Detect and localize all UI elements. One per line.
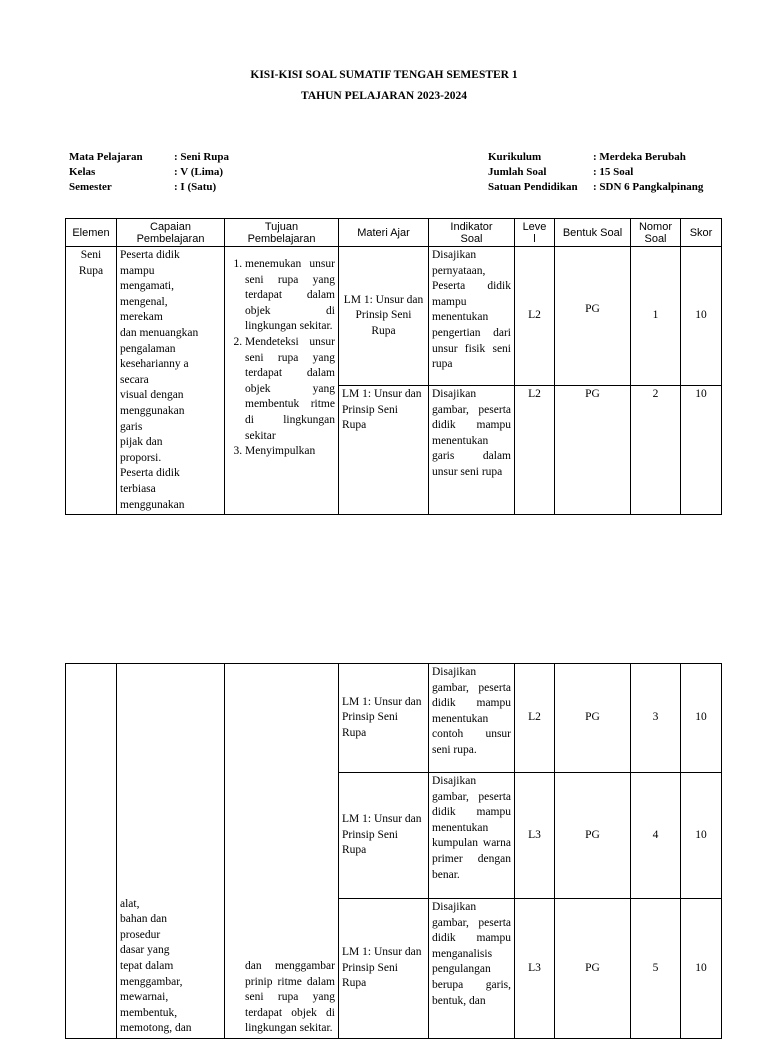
cell-bentuk: PG <box>555 247 631 386</box>
meta-label-semester: Semester <box>69 181 112 193</box>
cell-capaian: Peserta didik mampu mengamati, mengenal, merekam dan menuangkan pengalaman keseharianny a secara visual dengan menggunakan garis pijak dan proporsi. Peserta didik terbiasa menggunakan <box>117 247 225 515</box>
cell-indikator: Disajikan gambar, peserta didik mampu menentukan garis dalam unsur seni rupa <box>429 386 515 515</box>
cell-materi: LM 1: Unsur dan Prinsip Seni Rupa <box>339 664 429 773</box>
cell-nomor: 4 <box>631 773 681 899</box>
cell-capaian: alat, bahan dan prosedur dasar yang tepat dalam menggambar, mewarnai, membentuk, memotong, dan <box>117 664 225 1039</box>
cell-bentuk: PG <box>555 773 631 899</box>
header-nomor: Nomor Soal <box>631 219 681 247</box>
cell-skor: 10 <box>681 773 722 899</box>
cell-level: L2 <box>515 247 555 386</box>
cell-skor: 10 <box>681 899 722 1039</box>
meta-value-kelas: : V (Lima) <box>174 166 224 178</box>
cell-bentuk: PG <box>555 386 631 515</box>
tujuan-item: 3. Menyimpulkan <box>245 444 335 460</box>
header-bentuk: Bentuk Soal <box>555 219 631 247</box>
cell-nomor: 3 <box>631 664 681 773</box>
cell-bentuk: PG <box>555 664 631 773</box>
cell-nomor: 2 <box>631 386 681 515</box>
cell-skor: 10 <box>681 247 722 386</box>
header-level: Leve l <box>515 219 555 247</box>
cell-skor: 10 <box>681 664 722 773</box>
kisi-kisi-table-page2 <box>65 663 722 1039</box>
meta-value-kurikulum: : Merdeka Berubah <box>593 151 686 163</box>
cell-indikator: Disajikan gambar, peserta didik mampu menentukan contoh unsur seni rupa. <box>429 664 515 773</box>
meta-label-satuan-pendidikan: Satuan Pendidikan <box>488 181 578 193</box>
meta-label-jumlah-soal: Jumlah Soal <box>488 166 547 178</box>
tujuan-item: 1. menemukan unsur seni rupa yang terdapat dalam objek di lingkungan sekitar. <box>245 257 335 335</box>
cell-materi: LM 1: Unsur dan Prinsip Seni Rupa <box>339 899 429 1039</box>
meta-value-semester: : I (Satu) <box>174 181 217 193</box>
meta-value-jumlah-soal: : 15 Soal <box>593 166 634 178</box>
table-header-row <box>66 219 722 247</box>
meta-value-satuan-pendidikan: : SDN 6 Pangkalpinang <box>593 181 704 193</box>
header-tujuan: Tujuan Pembelajaran <box>225 219 339 247</box>
cell-tujuan <box>225 247 339 515</box>
document-title: KISI-KISI SOAL SUMATIF TENGAH SEMESTER 1 <box>250 69 518 81</box>
header-skor: Skor <box>681 219 722 247</box>
cell-tujuan: dan menggambar prinip ritme dalam seni rupa yang terdapat objek di lingkungan sekitar. <box>225 664 339 1039</box>
cell-elemen-empty <box>66 664 117 1039</box>
meta-label-mata-pelajaran: Mata Pelajaran <box>69 151 143 163</box>
cell-materi: LM 1: Unsur dan Prinsip Seni Rupa <box>339 386 429 515</box>
cell-bentuk: PG <box>555 899 631 1039</box>
header-capaian: Capaian Pembelajaran <box>117 219 225 247</box>
cell-level: L3 <box>515 899 555 1039</box>
kisi-kisi-table-page1 <box>65 218 722 515</box>
meta-value-mata-pelajaran: : Seni Rupa <box>174 151 230 163</box>
cell-materi: LM 1: Unsur dan Prinsip Seni Rupa <box>339 247 429 386</box>
cell-level: L2 <box>515 386 555 515</box>
cell-indikator: Disajikan pernyataan, Peserta didik mampu menentukan pengertian dari unsur fisik seni rupa <box>429 247 515 386</box>
cell-nomor: 1 <box>631 247 681 386</box>
meta-label-kelas: Kelas <box>69 166 96 178</box>
cell-level: L3 <box>515 773 555 899</box>
cell-indikator: Disajikan gambar, peserta didik mampu menganalisis pengulangan berupa garis, bentuk, dan <box>429 899 515 1039</box>
table-row <box>66 247 722 386</box>
cell-level: L2 <box>515 664 555 773</box>
cell-elemen: Seni Rupa <box>66 247 117 515</box>
cell-nomor: 5 <box>631 899 681 1039</box>
header-elemen: Elemen <box>66 219 117 247</box>
tujuan-item: 2. Mendeteksi unsur seni rupa yang terdapat dalam objek yang membentuk ritme di lingkungan sekitar <box>245 335 335 444</box>
table-row <box>66 664 722 773</box>
meta-label-kurikulum: Kurikulum <box>488 151 542 163</box>
cell-skor: 10 <box>681 386 722 515</box>
header-indikator: Indikator Soal <box>429 219 515 247</box>
document-subtitle: TAHUN PELAJARAN 2023-2024 <box>301 90 467 102</box>
cell-materi: LM 1: Unsur dan Prinsip Seni Rupa <box>339 773 429 899</box>
cell-indikator: Disajikan gambar, peserta didik mampu menentukan kumpulan warna primer dengan benar. <box>429 773 515 899</box>
header-materi: Materi Ajar <box>339 219 429 247</box>
